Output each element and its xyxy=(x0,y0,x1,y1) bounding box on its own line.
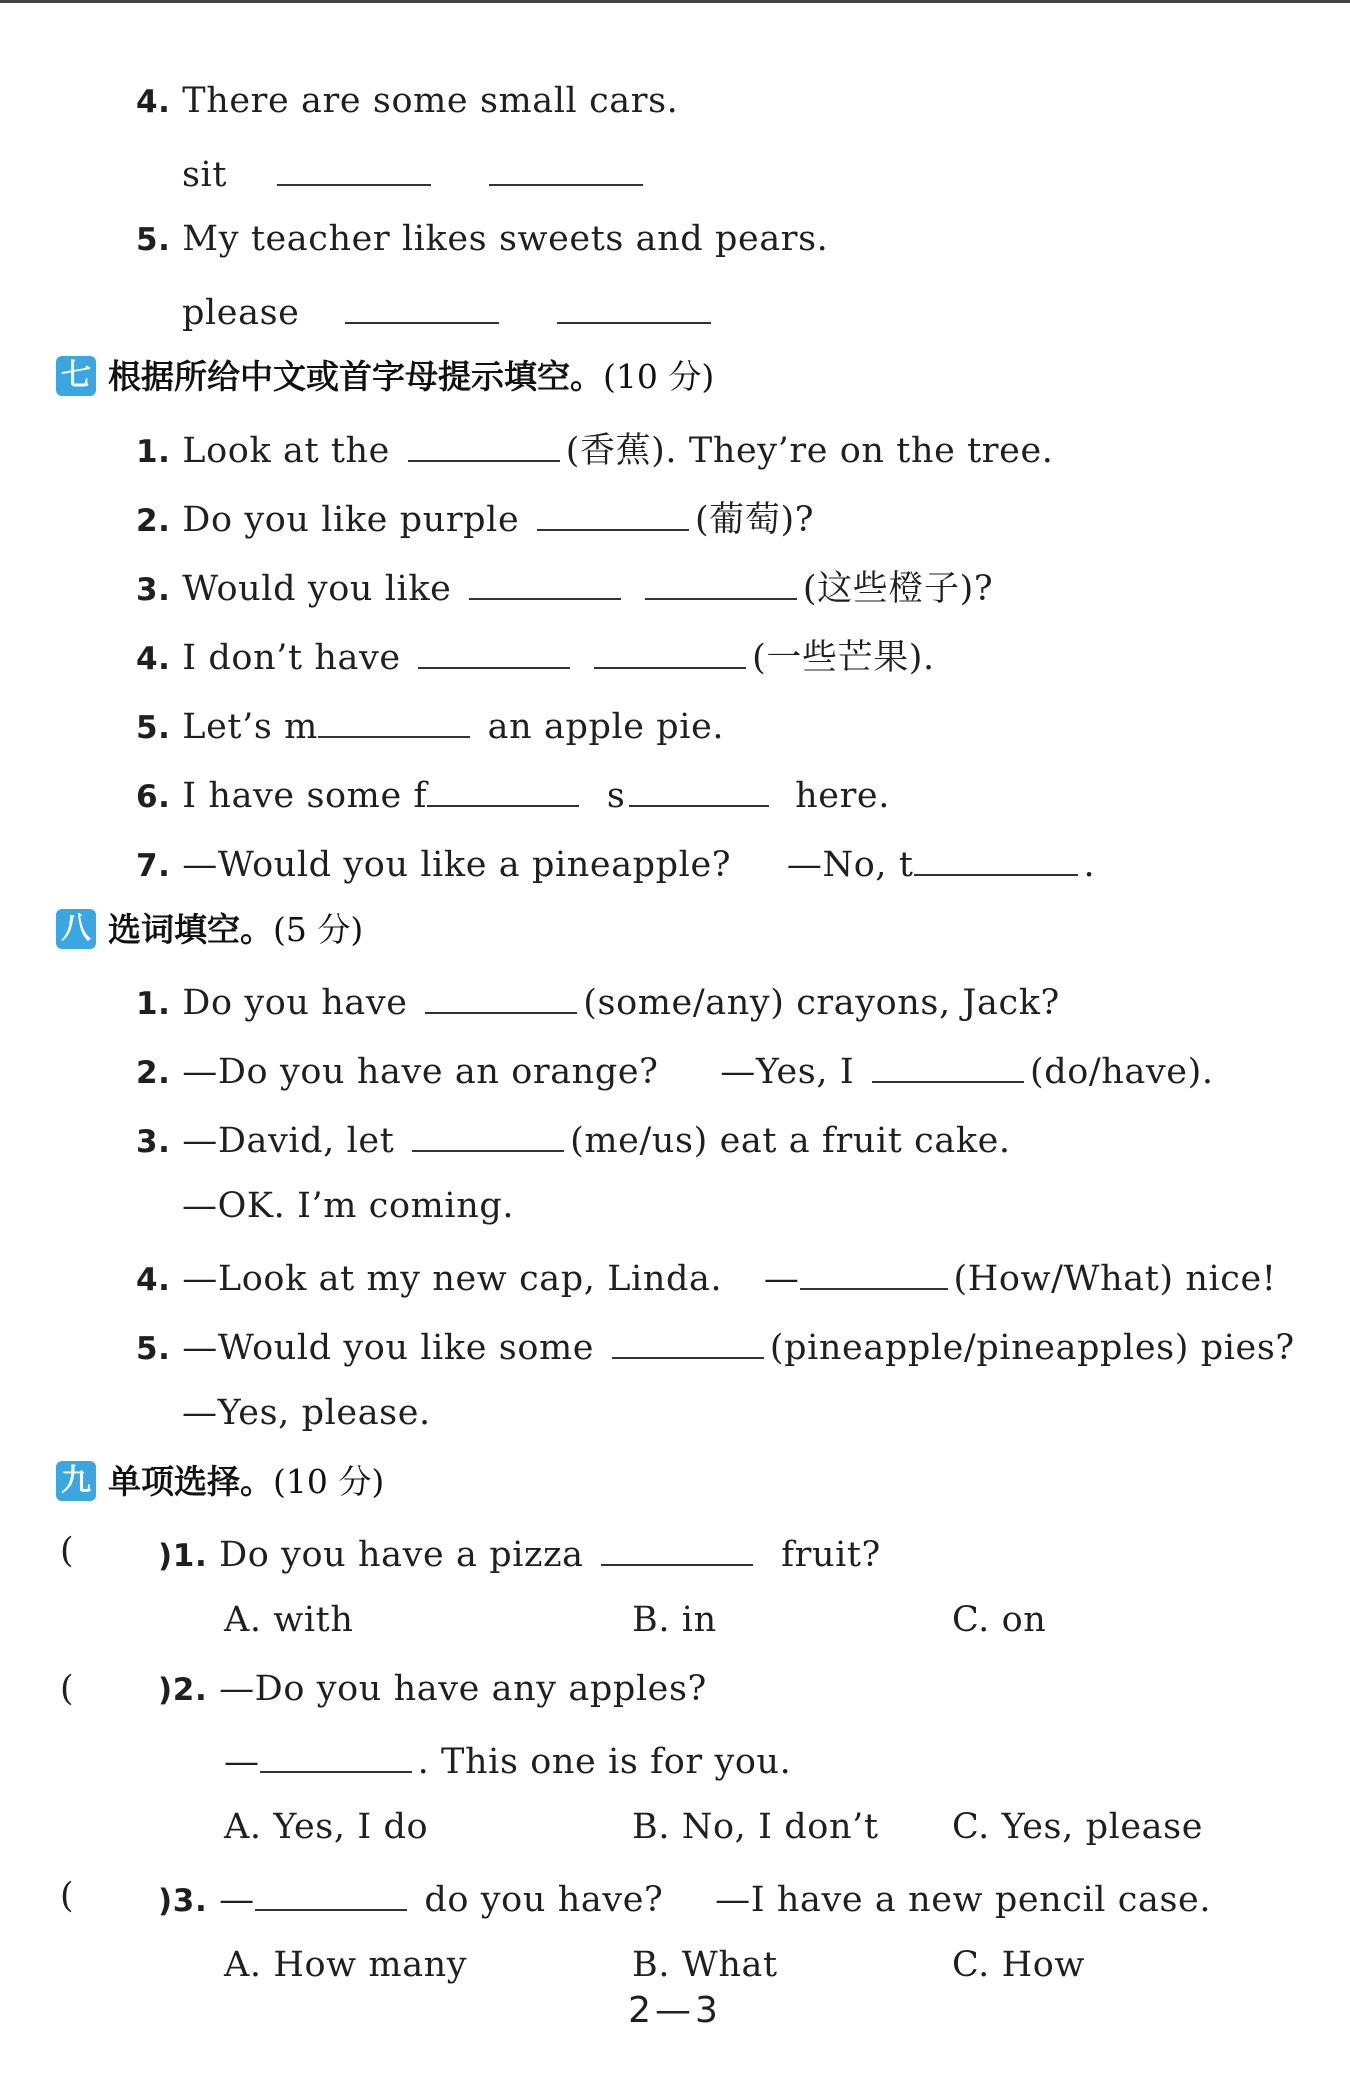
section-title: 根据所给中文或首字母提示填空。 xyxy=(108,357,603,396)
sentence-part: (一些芒果). xyxy=(752,638,935,678)
answer-blank[interactable] xyxy=(418,629,570,669)
sentence-part: (me/us) eat a fruit cake. xyxy=(570,1121,1011,1161)
answer-paren-open[interactable]: ( xyxy=(60,1669,74,1709)
q8-2-line xyxy=(136,1043,1214,1093)
section-title: 选词填空。 xyxy=(108,910,273,949)
sentence-part: (do/have). xyxy=(1029,1052,1214,1092)
question-number: 2. xyxy=(136,1055,171,1091)
answer-blank[interactable] xyxy=(645,560,797,600)
sentence-part: (香蕉). They’re on the tree. xyxy=(565,431,1054,471)
q6-4-line xyxy=(136,76,678,126)
question-number: )1. xyxy=(158,1538,208,1574)
q8-5-line xyxy=(136,1319,1295,1369)
q9-3-option-b[interactable]: B. What xyxy=(632,1945,778,1985)
question-number: )2. xyxy=(158,1672,208,1708)
q9-1-option-a[interactable]: A. with xyxy=(224,1600,354,1640)
question-number: 7. xyxy=(136,848,171,884)
question-text: —Do you have any apples? xyxy=(219,1669,707,1709)
section-score: (5 分) xyxy=(273,910,364,949)
q7-4-line xyxy=(136,629,935,679)
q9-3-option-a[interactable]: A. How many xyxy=(224,1945,468,1985)
sentence-part: (some/any) crayons, Jack? xyxy=(583,983,1060,1023)
sentence-part: I have some f xyxy=(182,776,428,816)
q7-6-line xyxy=(136,767,890,817)
q9-2-line xyxy=(158,1664,707,1714)
q7-7-line xyxy=(136,836,1095,886)
q9-2-line-2 xyxy=(224,1733,791,1783)
question-number: 3. xyxy=(136,1124,171,1160)
sentence-part: —David, let xyxy=(182,1121,395,1161)
answer-blank[interactable] xyxy=(594,629,746,669)
q8-1-line xyxy=(136,974,1060,1024)
sentence-part: (葡萄)? xyxy=(695,500,815,540)
sentence: There are some small cars. xyxy=(182,81,679,121)
q6-4-answer-line xyxy=(182,146,649,196)
answer-blank[interactable] xyxy=(800,1250,948,1290)
answer-blank[interactable] xyxy=(408,422,560,462)
question-number: 4. xyxy=(136,84,171,120)
section-badge: 九 xyxy=(56,1461,96,1501)
question-text: fruit? xyxy=(781,1535,881,1575)
question-number: 6. xyxy=(136,779,171,815)
question-number: )3. xyxy=(158,1883,208,1919)
question-number: 5. xyxy=(136,1331,171,1367)
question-number: 4. xyxy=(136,641,171,677)
question-number: 3. xyxy=(136,572,171,608)
section-8-header xyxy=(56,905,363,955)
q9-3-line xyxy=(158,1871,1211,1921)
section-badge: 七 xyxy=(56,356,96,396)
question-number: 1. xyxy=(136,986,171,1022)
answer-blank[interactable] xyxy=(489,146,643,186)
q9-2-option-a[interactable]: A. Yes, I do xyxy=(224,1807,429,1847)
section-score: (10 分) xyxy=(273,1462,385,1501)
question-text: Do you have a pizza xyxy=(219,1535,584,1575)
sentence: My teacher likes sweets and pears. xyxy=(182,219,829,259)
sentence-part: —Do you have an orange? xyxy=(182,1052,659,1092)
q8-3-reply xyxy=(182,1181,514,1231)
question-text: . This one is for you. xyxy=(417,1742,792,1782)
q9-1-option-c[interactable]: C. on xyxy=(952,1600,1047,1640)
answer-blank[interactable] xyxy=(914,836,1078,876)
sentence-part: an apple pie. xyxy=(487,707,725,747)
hint-word: please xyxy=(182,293,300,333)
answer-blank[interactable] xyxy=(557,284,711,324)
q7-5-line xyxy=(136,698,724,748)
question-text: —I have a new pencil case. xyxy=(715,1880,1212,1920)
sentence-part: Do you have xyxy=(182,983,408,1023)
question-text: do you have? xyxy=(424,1880,664,1920)
sentence-part: Let’s m xyxy=(182,707,318,747)
q7-3-line xyxy=(136,560,993,610)
sentence-part: (How/What) nice! xyxy=(953,1259,1277,1299)
q9-1-line xyxy=(158,1526,881,1576)
question-number: 2. xyxy=(136,503,171,539)
q8-5-reply xyxy=(182,1388,431,1438)
q7-2-line xyxy=(136,491,814,541)
question-number: 5. xyxy=(136,222,171,258)
answer-paren-open[interactable]: ( xyxy=(60,1531,74,1571)
answer-blank[interactable] xyxy=(412,1112,564,1152)
top-border xyxy=(0,0,1350,3)
dash: — xyxy=(219,1880,255,1920)
answer-blank[interactable] xyxy=(469,560,621,600)
reply-text: —OK. I’m coming. xyxy=(182,1186,515,1226)
sentence-part: s xyxy=(606,776,626,816)
q8-4-line xyxy=(136,1250,1276,1300)
section-9-header xyxy=(56,1457,384,1507)
q6-5-line xyxy=(136,214,828,264)
sentence-part: —Would you like a pineapple? xyxy=(182,845,732,885)
sentence-part: —Look at my new cap, Linda. xyxy=(182,1259,723,1299)
sentence-part: — xyxy=(763,1259,800,1299)
q9-2-option-c[interactable]: C. Yes, please xyxy=(952,1807,1204,1847)
sentence-part: Do you like purple xyxy=(182,500,520,540)
sentence-part: (这些橙子)? xyxy=(802,569,994,609)
answer-blank[interactable] xyxy=(601,1526,753,1566)
reply-text: —Yes, please. xyxy=(182,1393,431,1433)
question-number: 5. xyxy=(136,710,171,746)
sentence-part: I don’t have xyxy=(182,638,401,678)
q9-2-option-b[interactable]: B. No, I don’t xyxy=(632,1807,879,1847)
dash: — xyxy=(224,1742,260,1782)
q8-3-line xyxy=(136,1112,1011,1162)
q7-1-line xyxy=(136,422,1053,472)
sentence-part: (pineapple/pineapples) pies? xyxy=(769,1328,1295,1368)
section-badge: 八 xyxy=(56,909,96,949)
question-number: 4. xyxy=(136,1262,171,1298)
answer-blank[interactable] xyxy=(612,1319,764,1359)
answer-blank[interactable] xyxy=(872,1043,1024,1083)
sentence-part: here. xyxy=(795,776,890,816)
answer-paren-open[interactable]: ( xyxy=(60,1876,74,1916)
answer-blank[interactable] xyxy=(537,491,689,531)
sentence-part: Look at the xyxy=(182,431,390,471)
sentence-part: —Would you like some xyxy=(182,1328,595,1368)
section-title: 单项选择。 xyxy=(108,1462,273,1501)
sentence-part: . xyxy=(1083,845,1096,885)
answer-blank[interactable] xyxy=(345,284,499,324)
q6-5-answer-line xyxy=(182,284,717,334)
q9-3-option-c[interactable]: C. How xyxy=(952,1945,1085,1985)
section-score: (10 分) xyxy=(603,357,715,396)
answer-blank[interactable] xyxy=(260,1733,412,1773)
page-number: 2—3 xyxy=(628,1990,722,2031)
answer-blank[interactable] xyxy=(318,698,470,738)
answer-blank[interactable] xyxy=(255,1871,407,1911)
sentence-part: —Yes, I xyxy=(720,1052,855,1092)
sentence-part: —No, t xyxy=(786,845,914,885)
question-number: 1. xyxy=(136,434,171,470)
q9-1-option-b[interactable]: B. in xyxy=(632,1600,717,1640)
answer-blank[interactable] xyxy=(629,767,769,807)
sentence-part: Would you like xyxy=(182,569,452,609)
hint-word: sit xyxy=(182,155,228,195)
answer-blank[interactable] xyxy=(427,767,579,807)
answer-blank[interactable] xyxy=(277,146,431,186)
answer-blank[interactable] xyxy=(425,974,577,1014)
section-7-header xyxy=(56,352,714,402)
